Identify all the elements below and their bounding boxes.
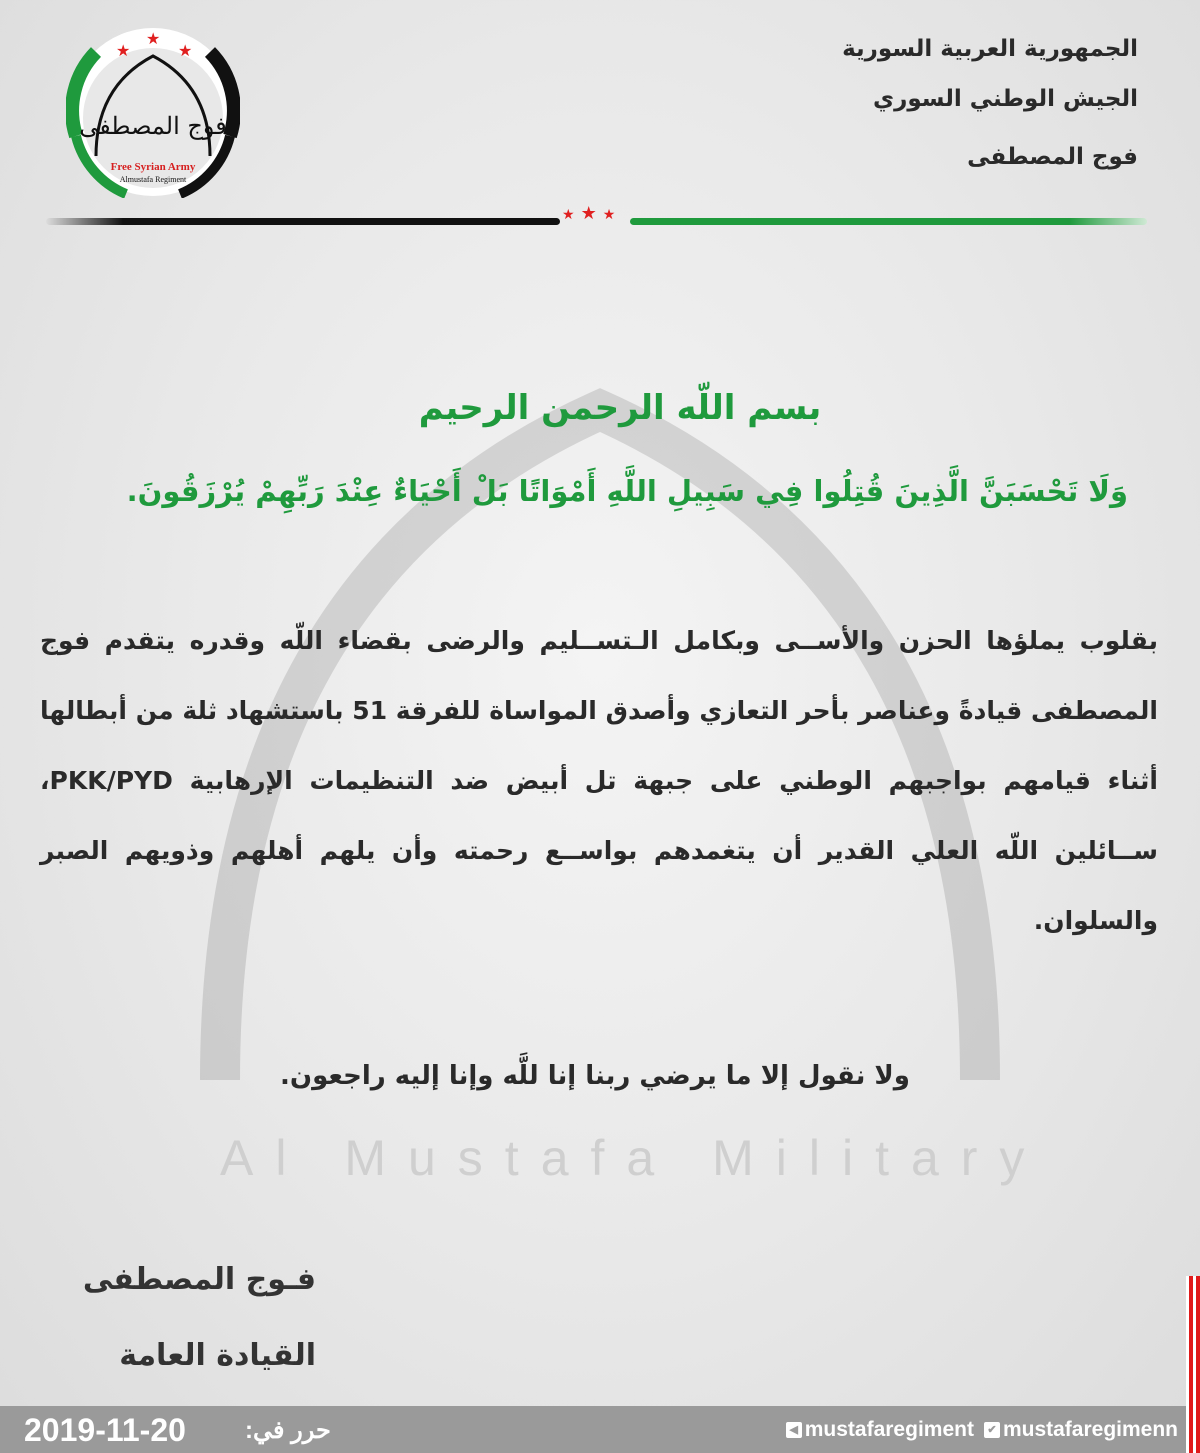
- social-links: [786, 1418, 1178, 1442]
- regiment-logo: [66, 26, 240, 198]
- closing-line: ولا نقول إلا ما يرضي ربنا إنا للَّه وإنا إليه راجعون.: [280, 1061, 910, 1091]
- issue-date: 2019-11-20: [24, 1412, 186, 1448]
- watermark-text: Al Mustafa Military: [220, 1130, 1047, 1186]
- header-country: الجمهورية العربية السورية: [842, 36, 1138, 62]
- twitter-link[interactable]: [984, 1418, 1178, 1442]
- divider-black: [46, 218, 560, 225]
- svg-text:★: ★: [116, 41, 131, 60]
- telegram-handle: mustafaregiment: [804, 1418, 974, 1441]
- red-edge-stripes: [1186, 1276, 1200, 1453]
- footer-bar: [0, 1406, 1186, 1453]
- svg-text:Free Syrian Army: Free Syrian Army: [110, 161, 196, 173]
- statement-body: بقلوب يملؤها الحزن والأســى وبكامل الـتســليم والرضى بقضاء اللّه وقدره يتقدم فوج المصطفى قيادةً وعناصر بأحر التعازي وأصدق المواساة للفرقة 51 باستشهاد ثلة من أبطالها أثناء قيامهم بواجبهم الوطني على جبهة تل أبيض ضد التنظيمات الإرهابية PKK/PYD، ســائلين اللّه العلي القدير أن يتغمدهم بواســع رحمته وأن يلهم أهلهم وذويهم الصبر والسلوان.: [40, 626, 1158, 935]
- signature-regiment: فـوج المصطفى: [82, 1262, 316, 1297]
- svg-text:فوج المصطفى: فوج المصطفى: [79, 112, 227, 140]
- divider-green: [630, 218, 1147, 225]
- date-label: حرر في:: [245, 1417, 331, 1444]
- header-army: الجيش الوطني السوري: [873, 86, 1138, 112]
- signature-command: القيادة العامة: [119, 1338, 316, 1373]
- telegram-link[interactable]: [786, 1418, 974, 1442]
- svg-text:★: ★: [178, 41, 193, 60]
- twitter-icon: ✔: [984, 1422, 1000, 1438]
- svg-text:Almustafa Regiment: Almustafa Regiment: [119, 175, 187, 184]
- twitter-handle: mustafaregimenn: [1002, 1418, 1178, 1441]
- basmala: بسم اللّه الرحمن الرحيم: [418, 388, 822, 428]
- svg-text:★: ★: [146, 29, 161, 48]
- header-regiment: فوج المصطفى: [967, 144, 1138, 170]
- stars-icon: ★★★: [562, 203, 622, 224]
- quran-verse: وَلَا تَحْسَبَنَّ الَّذِينَ قُتِلُوا فِي سَبِيلِ اللَّهِ أَمْوَاتًا بَلْ أَحْيَاءٌ عِنْدَ رَبِّهِمْ يُرْزَقُونَ.: [126, 474, 1128, 508]
- telegram-icon: ◀: [786, 1422, 802, 1438]
